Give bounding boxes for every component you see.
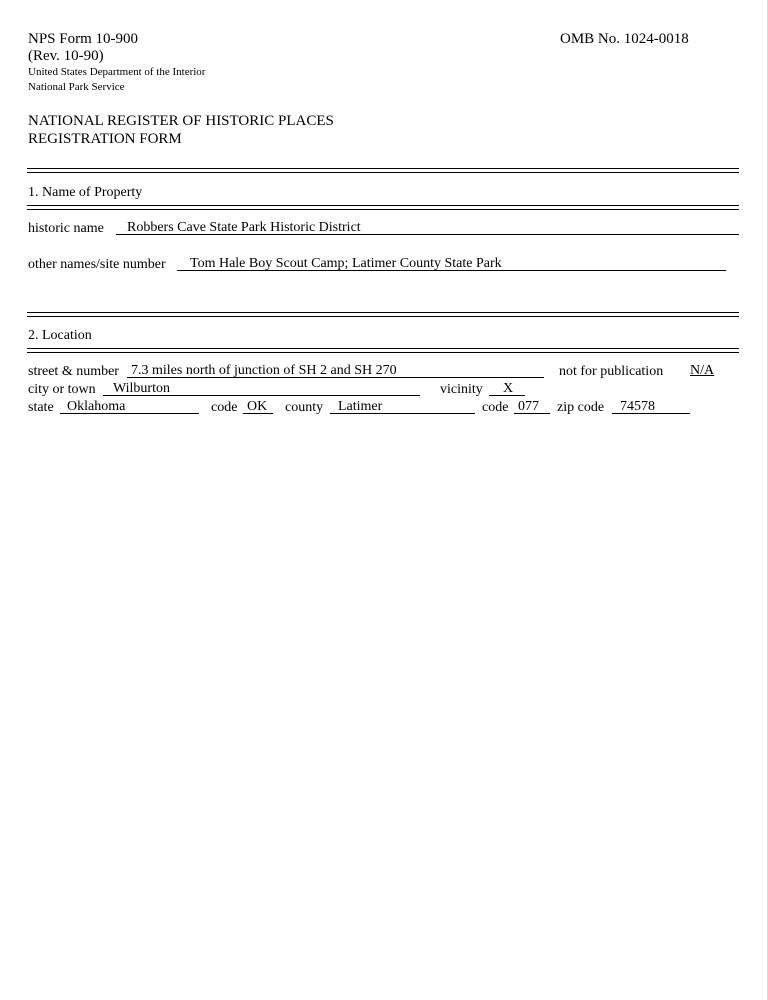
zip-label: zip code (557, 400, 605, 415)
section1-heading: 1. Name of Property (28, 185, 143, 200)
department-name: United States Department of the Interior (28, 66, 206, 78)
street-value: 7.3 miles north of junction of SH 2 and SH 270 (131, 363, 397, 378)
section-divider (27, 348, 739, 353)
county-value: Latimer (338, 399, 383, 414)
not-for-publication-value[interactable]: N/A (690, 363, 715, 378)
state-label: state (28, 400, 54, 415)
section-divider (27, 168, 739, 173)
state-code-label: code (211, 400, 238, 415)
vicinity-value: X (503, 381, 514, 396)
county-code-label: code (482, 400, 509, 415)
state-code-value: OK (247, 399, 268, 414)
state-value: Oklahoma (67, 399, 126, 414)
county-code-value: 077 (518, 399, 539, 414)
street-label: street & number (28, 364, 119, 379)
vicinity-label: vicinity (440, 382, 483, 397)
form-title-line2: REGISTRATION FORM (28, 131, 182, 147)
historic-name-value: Robbers Cave State Park Historic District (127, 220, 361, 235)
historic-name-label: historic name (28, 221, 104, 236)
section2-heading: 2. Location (28, 328, 92, 343)
city-label: city or town (28, 382, 96, 397)
county-label: county (285, 400, 324, 415)
service-name: National Park Service (28, 81, 125, 93)
other-names-value: Tom Hale Boy Scout Camp; Latimer County State Park (190, 256, 502, 271)
form-revision: (Rev. 10-90) (28, 48, 104, 64)
section-divider (27, 312, 739, 317)
other-names-label: other names/site number (28, 257, 166, 272)
zip-value: 74578 (620, 399, 655, 414)
city-value: Wilburton (113, 381, 170, 396)
not-for-publication-label: not for publication (559, 364, 664, 379)
section-divider (27, 205, 739, 210)
form-number: NPS Form 10-900 (28, 31, 139, 47)
omb-number: OMB No. 1024-0018 (560, 31, 689, 47)
form-title-line1: NATIONAL REGISTER OF HISTORIC PLACES (28, 113, 334, 129)
